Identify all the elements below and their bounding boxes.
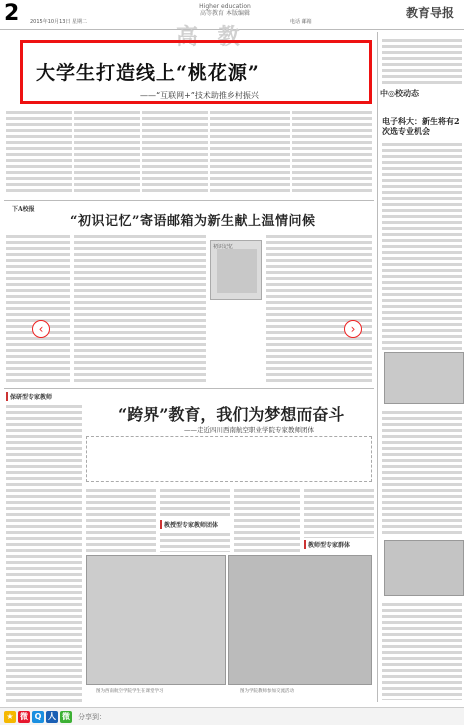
share-bar	[0, 707, 464, 725]
section3-column-4	[304, 486, 374, 538]
section3-column-2b	[160, 530, 230, 552]
section2-photo	[210, 240, 262, 300]
section2-photo-caption: 初识记忆	[213, 244, 234, 250]
article-column-3	[142, 108, 208, 194]
section-divider-1	[4, 200, 374, 201]
right-column-body	[382, 140, 462, 350]
right-column-body-2	[382, 408, 462, 536]
article-column-2	[74, 108, 140, 194]
masthead-center-line2: 高等教育 本版编辑	[200, 10, 250, 17]
masthead-date: 2015年10月13日 星期二	[30, 19, 88, 25]
section2-title: “初识记忆”寄语邮箱为新生献上温情问候	[70, 214, 316, 229]
qq-icon[interactable]: Q	[32, 711, 44, 723]
right-column-header: 中◎校动态	[380, 88, 419, 98]
section3-title: “跨界”教育，我们为梦想而奋斗	[118, 405, 345, 424]
qzone-icon[interactable]: ★	[4, 711, 16, 723]
left-column-body	[6, 402, 82, 702]
next-arrow-icon[interactable]: ›	[344, 320, 362, 338]
masthead-contact: 电话 邮箱	[290, 19, 312, 25]
bottom-photo-2	[228, 555, 372, 685]
right-column-photo-2	[384, 540, 464, 596]
headline-title: 大学生打造线上“桃花源”	[36, 62, 260, 84]
right-column-divider	[377, 32, 378, 702]
article-column-5	[292, 108, 372, 194]
masthead-center	[180, 3, 270, 17]
section3-subhead-2: 教师型专家群体	[304, 540, 350, 549]
article-column-1	[6, 108, 72, 194]
section2-column-3	[266, 232, 372, 382]
left-column-subhead: 保研型专家教师	[6, 392, 52, 401]
paper-name: 教育导报	[406, 6, 455, 20]
renren-icon[interactable]: 人	[48, 712, 56, 721]
section2-badge: 下A校报	[12, 206, 35, 213]
page-number	[4, 3, 24, 25]
prev-arrow-icon[interactable]: ‹	[32, 320, 50, 338]
section2-column-1	[6, 232, 70, 382]
right-column-body-3	[382, 600, 462, 700]
page-number-value: 2	[4, 1, 20, 26]
headline-subtitle: ——“互联网+”技术助推乡村振兴	[140, 91, 259, 100]
section-watermark: 高 教	[176, 24, 246, 50]
section3-column-2	[160, 486, 230, 518]
right-column-top-text	[382, 36, 462, 84]
right-column-photo	[384, 352, 464, 404]
section2-column-2	[74, 232, 206, 382]
masthead-center-line1: Higher education	[199, 3, 251, 10]
wechat-icon[interactable]: 微	[62, 712, 70, 721]
weibo-icon[interactable]: 微	[20, 712, 28, 721]
bottom-photo-1-caption: 图为西南航空学院学生在课堂学习	[96, 689, 164, 694]
section3-quote-box	[86, 436, 372, 482]
right-column-title: 电子科大：新生将有2次选专业机会	[382, 116, 460, 136]
bottom-photo-1	[86, 555, 226, 685]
bottom-photo-2-caption: 图为学院教师参加交流活动	[240, 689, 294, 694]
section3-subhead-1: 教授型专家教师团体	[160, 520, 218, 529]
section3-column-3	[234, 486, 300, 552]
section-divider-2	[4, 388, 374, 389]
share-label: 分享到：	[78, 713, 106, 721]
article-column-4	[210, 108, 290, 194]
section3-column-1	[86, 486, 156, 552]
section3-subtitle: ——走近四川西南航空职业学院专家教师团体	[184, 426, 314, 434]
